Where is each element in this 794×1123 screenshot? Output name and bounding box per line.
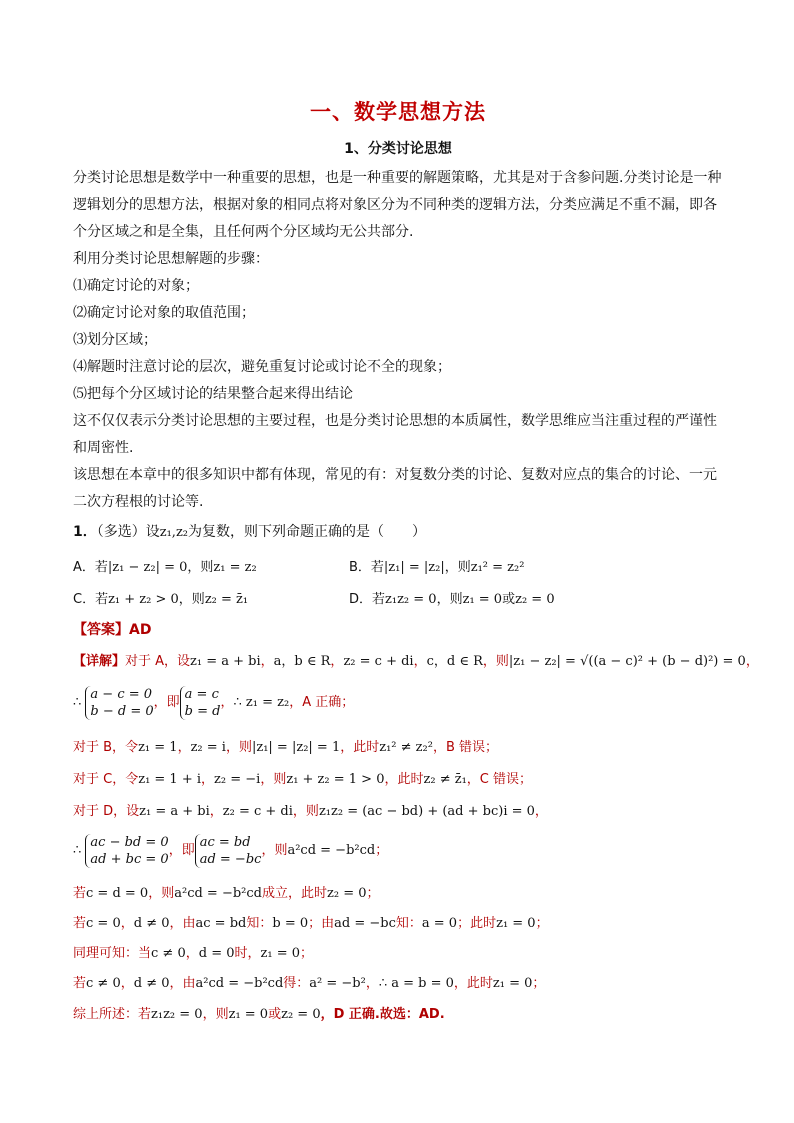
solution-line-11: 综上所述：若z₁z₂ = 0，则z₁ = 0或z₂ = 0，D 正确.故选：AD. (73, 1007, 445, 1022)
solution-line-8: 若c = 0，d ≠ 0，由ac = bd知：b = 0；由ad = −bc知：a = 0；此时z₁ = 0； (73, 916, 549, 931)
equation-system-4: ac = bd ad = −bc (195, 834, 262, 868)
usage-line-2: 二次方程根的讨论等. (73, 494, 204, 510)
step-1: ⑴确定讨论的对象； (73, 278, 199, 294)
option-c: C．若z₁ + z₂ > 0，则z₂ = z̄₁ (73, 592, 249, 607)
equation-system-2: a = c b = d (180, 686, 221, 720)
solution-line-1: 【详解】对于 A，设z₁ = a + bi，a，b ∈ R，z₂ = c + di，c，d ∈ R，则|z₁ − z₂| = √((a − c)² + (b − d)²) = 0， (73, 654, 759, 669)
question-suffix: 为复数，则下列命题正确的是（ ） (188, 524, 427, 540)
solution-line-5: 对于 D，设z₁ = a + bi，z₂ = c + di，则z₁z₂ = (ac − bd) + (ad + bc)i = 0， (73, 804, 548, 819)
step-4: ⑷解题时注意讨论的层次，避免重复讨论或讨论不全的现象； (73, 359, 451, 375)
solution-line-3: 对于 B，令z₁ = 1，z₂ = i，则|z₁| = |z₂| = 1，此时z₁² ≠ z₂²，B 错误； (73, 740, 498, 755)
solution-line-4: 对于 C，令z₁ = 1 + i，z₂ = −i，则z₁ + z₂ = 1 > 0，此时z₂ ≠ z̄₁，C 错误； (73, 772, 532, 787)
question-prefix: （多选）设 (96, 524, 160, 540)
intro-line-3: 个分区域之和是全集，且任何两个分区域均无公共部分. (73, 224, 414, 240)
summary-line-2: 和周密性. (73, 440, 134, 456)
equation-system-3: ac − bd = 0 ad + bc = 0 (85, 834, 168, 868)
summary-line-1: 这不仅仅表示分类讨论思想的主要过程，也是分类讨论思想的本质属性，数学思维应当注重过程的严谨性 (73, 413, 717, 429)
usage-line-1: 该思想在本章中的很多知识中都有体现，常见的有：对复数分类的讨论、复数对应点的集合的讨论、一元 (73, 467, 717, 483)
step-3: ⑶划分区域； (73, 332, 157, 348)
solution-line-6: ∴ ac − bd = 0 ad + bc = 0，即ac = bd ad = −bc，则a²cd = −b²cd； (73, 834, 389, 867)
option-a: A．若|z₁ − z₂| = 0，则z₁ = z₂ (73, 560, 257, 575)
option-b: B．若|z₁| = |z₂|，则z₁² = z₂² (349, 560, 525, 575)
step-2: ⑵确定讨论对象的取值范围； (73, 305, 255, 321)
equation-system-1: a − c = 0 b − d = 0 (85, 686, 153, 720)
question-number: 1． (73, 524, 97, 540)
solution-line-2: ∴ a − c = 0 b − d = 0，即a = c b = d，∴ z₁ = z₂，A 正确； (73, 686, 355, 719)
answer-label: 【答案】AD (73, 622, 152, 638)
solution-line-7: 若c = d = 0，则a²cd = −b²cd成立，此时z₂ = 0； (73, 886, 380, 901)
question-stem (73, 522, 733, 543)
solution-line-10: 若c ≠ 0，d ≠ 0，由a²cd = −b²cd得：a² = −b²，∴ a = b = 0，此时z₁ = 0； (73, 976, 546, 991)
section-title: 一、数学思想方法 (310, 100, 486, 124)
intro-line-2: 逻辑划分的思想方法，根据对象的相同点将对象区分为不同种类的逻辑方法，分类应满足不重不漏，即各 (73, 197, 717, 213)
subsection-title: 1、分类讨论思想 (344, 141, 452, 157)
option-d: D．若z₁z₂ = 0，则z₁ = 0或z₂ = 0 (349, 592, 555, 607)
detail-label: 【详解】 (73, 654, 126, 669)
question-vars: z₁,z₂ (159, 525, 189, 540)
intro-line-1: 分类讨论思想是数学中一种重要的思想，也是一种重要的解题策略，尤其是对于含参问题.分类讨论是一种 (73, 170, 722, 186)
step-5: ⑸把每个分区域讨论的结果整合起来得出结论 (73, 386, 353, 402)
solution-line-9: 同理可知：当c ≠ 0，d = 0时，z₁ = 0； (73, 946, 314, 961)
steps-intro: 利用分类讨论思想解题的步骤： (73, 251, 269, 267)
